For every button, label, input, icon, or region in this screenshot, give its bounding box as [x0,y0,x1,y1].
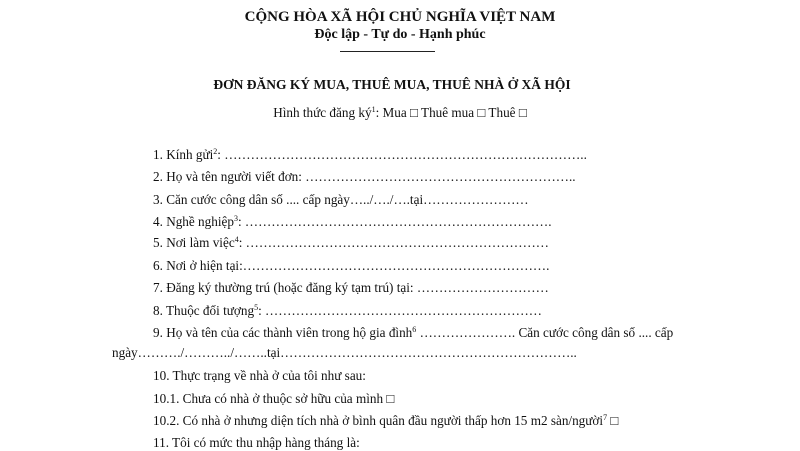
footnote-ref: 7 [603,413,608,422]
line-text: 10.2. Có nhà ở nhưng diện tích nhà ở bình quân đầu người thấp hơn 15 m2 sàn/người [153,413,604,428]
line-text: 6. Nơi ở hiện tại:……………………………………………………………. [153,258,550,273]
form-line-2 [153,169,576,185]
form-line-12 [153,391,394,407]
line-text-cont: : …………………………………………………………… [238,235,549,250]
line-text: 11. Tôi có mức thu nhập hàng tháng là: [153,435,360,450]
form-line-14 [153,435,360,451]
footnote-ref: 1 [371,105,376,114]
line-text: 2. Họ và tên người viết đơn: …………………………………………………….. [153,169,576,184]
line-text: 3. Căn cước công dân số .... cấp ngày…../…./….tại…………………… [153,192,529,207]
line-text-cont: □ [607,413,619,428]
line-text: 5. Nơi làm việc [153,235,235,250]
line-text: 10.1. Chưa có nhà ở thuộc sở hữu của mình □ [153,391,395,406]
line-text: 10. Thực trạng về nhà ở của tôi như sau: [153,368,366,383]
line-text: 8. Thuộc đối tượng [153,303,255,318]
line-text-cont: …………………. Căn cước công dân số .... cấp [416,325,674,340]
registration-type-options: : Mua □ Thuê mua □ Thuê □ [375,105,527,120]
document-title: ĐƠN ĐĂNG KÝ MUA, THUÊ MUA, THUÊ NHÀ Ở XÃ HỘI [213,77,571,92]
line-text: 4. Nghề nghiệp [153,214,234,229]
footnote-ref: 3 [233,214,238,223]
footnote-ref: 4 [234,235,239,244]
form-line-10 [112,345,577,361]
registration-type [0,105,800,121]
form-line-5 [153,235,549,251]
footnote-ref: 6 [412,325,417,334]
form-line-1 [153,147,587,163]
line-text: 7. Đăng ký thường trú (hoặc đăng ký tạm trú) tại: ………………………… [153,280,549,295]
national-motto: Độc lập - Tự do - Hạnh phúc [314,27,486,42]
form-line-7 [153,280,549,296]
line-text: ngày………./………../……..tại………………………………………………………….. [112,345,577,360]
country-name: CỘNG HÒA XÃ HỘI CHỦ NGHĨA VIỆT NAM [244,9,556,25]
form-line-6 [153,258,549,274]
footnote-ref: 5 [254,303,259,312]
line-text: 1. Kính gửi [153,147,214,162]
form-line-9 [153,325,673,341]
form-line-3 [153,192,529,208]
registration-type-label: Hình thức đăng ký [273,105,372,120]
line-text-cont: : ……………………………………………………………. [237,214,552,229]
form-line-8 [153,303,542,319]
line-text-cont: : ……………………………………………………………………….. [217,147,587,162]
line-text-cont: : ……………………………………………………… [258,303,542,318]
form-line-4 [153,214,552,230]
footnote-ref: 2 [213,147,218,156]
divider [340,51,435,52]
form-line-11 [153,368,366,384]
line-text: 9. Họ và tên của các thành viên trong hộ gia đình [153,325,413,340]
form-line-13 [153,413,618,429]
